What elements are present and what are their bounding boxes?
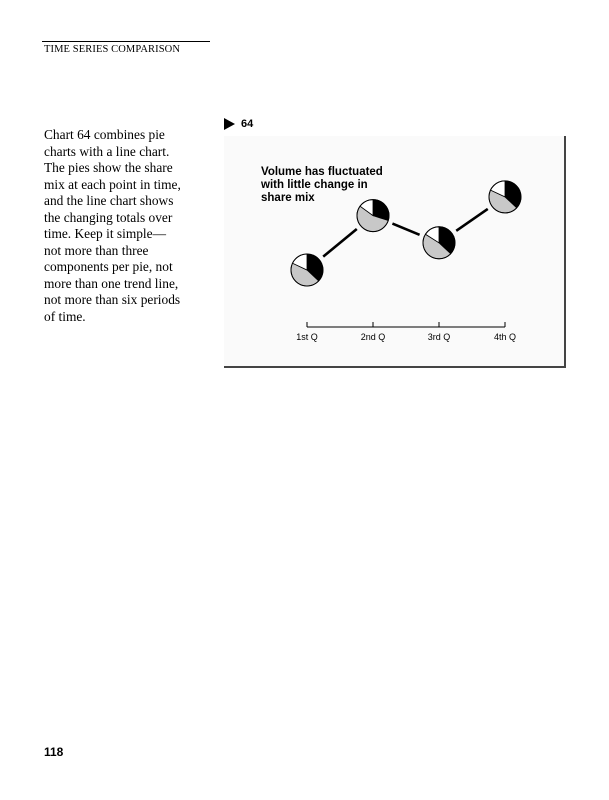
body-line: and the line chart shows (44, 193, 174, 208)
body-line: The pies show the share (44, 160, 173, 175)
x-tick-label: 3rd Q (427, 332, 451, 342)
body-line: not more than three (44, 242, 149, 258)
body-line: Chart 64 combines pie (44, 127, 165, 142)
section-rule (42, 41, 210, 42)
chart-panel (224, 136, 566, 368)
chart-title-line: Volume has fluctuated (261, 166, 383, 178)
body-line: not more than six periods (44, 292, 181, 307)
body-line: components per pie, not (44, 259, 173, 274)
x-tick-label: 2nd Q (360, 332, 386, 342)
trend-line-segment (323, 229, 357, 257)
trend-line-segment (456, 209, 488, 231)
chart-title-line: with little change in (261, 179, 368, 191)
play-triangle-icon (224, 118, 235, 130)
body-paragraph (44, 127, 206, 325)
page-number: 118 (44, 745, 64, 759)
chart-svg (224, 136, 564, 366)
figure-number: 64 (241, 118, 254, 130)
x-tick-label: 4th Q (493, 332, 517, 342)
body-line: mix at each point in time, (44, 176, 181, 192)
chart-title (260, 166, 383, 204)
figure-label (224, 118, 253, 130)
x-tick-label: 1st Q (296, 332, 318, 342)
body-line: time. Keep it simple— (44, 226, 166, 241)
section-title: TIME SERIES COMPARISON (44, 44, 181, 55)
body-line: of time. (44, 308, 86, 324)
body-line: more than one trend line, (44, 275, 179, 291)
body-line: the changing totals over (44, 209, 173, 225)
trend-line-segment (392, 224, 419, 235)
body-line: charts with a line chart. (44, 143, 170, 159)
chart-title-line: share mix (261, 192, 315, 204)
